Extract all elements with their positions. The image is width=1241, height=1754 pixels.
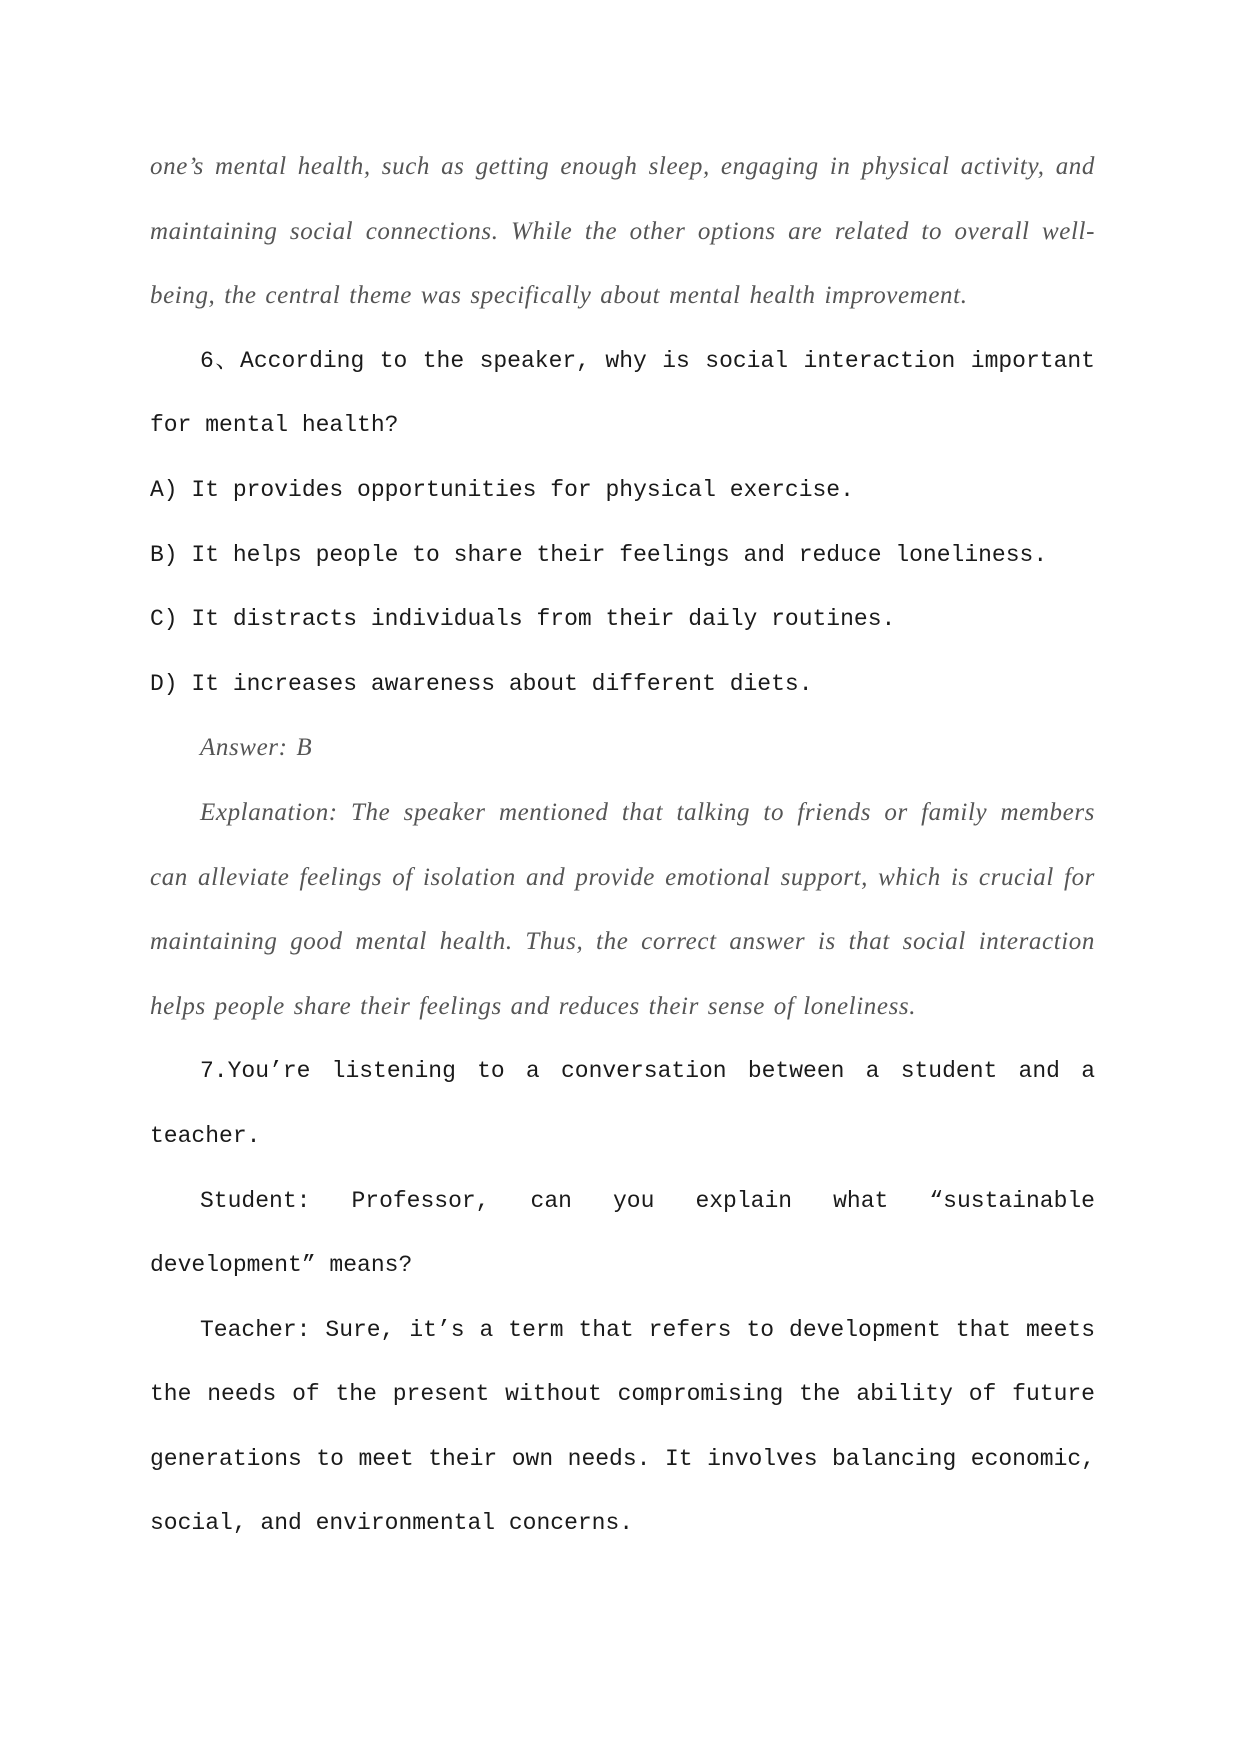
question-7-intro: 7.You’re listening to a conversation between a student and a teacher. bbox=[150, 1058, 1095, 1149]
page-content bbox=[150, 135, 1095, 1556]
option-b: B) It helps people to share their feelings and reduce loneliness. bbox=[150, 541, 1048, 568]
option-a: A) It provides opportunities for physical exercise. bbox=[150, 476, 854, 503]
question-6: 6、According to the speaker, why is social interaction important for mental health? bbox=[150, 347, 1095, 439]
option-c: C) It distracts individuals from their daily routines. bbox=[150, 606, 896, 633]
teacher-line: Teacher: Sure, it’s a term that refers to development that meets the needs of the present without compromising the ability of future generations to meet their own needs. It involves balancing economic, social, and environmental concerns. bbox=[150, 1316, 1095, 1537]
explanation-6: Explanation: The speaker mentioned that talking to friends or family members can alleviate feelings of isolation and provide emotional support, which is crucial for maintaining good mental health. Thus, the correct answer is that social interaction helps people share their feelings and reduces their sense of loneliness. bbox=[150, 798, 1095, 1020]
answer-6: Answer: B bbox=[200, 734, 313, 762]
student-line: Student: Professor, can you explain what “sustainable development” means? bbox=[150, 1187, 1095, 1279]
option-d: D) It increases awareness about different diets. bbox=[150, 670, 813, 697]
previous-explanation-continuation: one’s mental health, such as getting enough sleep, engaging in physical activity, and maintaining social connections. While the other options are related to overall well-being, the central theme was specifically about mental health improvement. bbox=[150, 153, 1095, 310]
